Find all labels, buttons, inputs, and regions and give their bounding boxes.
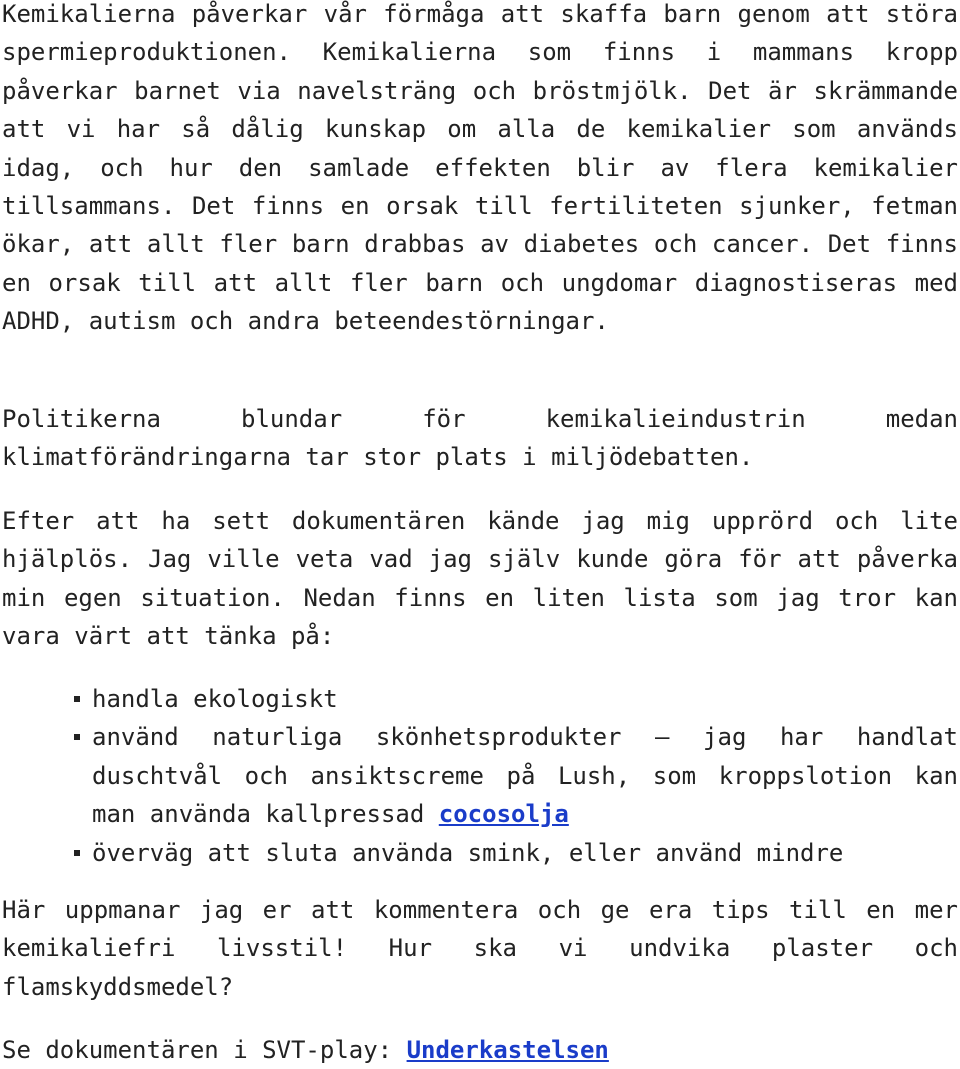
paragraph-after-documentary: Efter att ha sett dokumentären kände jag mig upprörd och lite hjälplös. Jag ville veta vad jag själv kunde göra för att påverka min egen situation. Nedan finns en liten lista som jag tror kan vara värt att tänka på:	[2, 507, 958, 651]
paragraph-watch-documentary	[2, 1031, 958, 1069]
bullet-square-icon	[74, 734, 80, 740]
paragraph-chemicals-effects: Kemikalierna påverkar vår förmåga att skaffa barn genom att störa spermieproduktionen. Kemikalierna som finns i mammans kropp påverkar barnet via navelsträng och bröstmjölk. Det är skrämmande att vi har så dålig kunskap om alla de kemikalier som används idag, och hur den samlade effekten blir av flera kemikalier tillsammans. Det finns en orsak till fertiliteten sjunker, fetman ökar, att allt fler barn drabbas av diabetes och cancer. Det finns en orsak till att allt fler barn och ungdomar diagnostiseras med ADHD, autism och andra beteendestörningar.	[2, 0, 958, 336]
bullet-square-icon	[74, 696, 80, 702]
list-item-text: överväg att sluta använda smink, eller använd mindre	[92, 838, 844, 867]
list-item	[2, 834, 958, 872]
watch-label: Se dokumentären i SVT-play:	[2, 1036, 407, 1064]
paragraph-call-to-comment: Här uppmanar jag er att kommentera och ge era tips till en mer kemikaliefri livsstil! Hur ska vi undvika plaster och flamskyddsmedel?	[2, 896, 958, 1001]
tips-list	[2, 680, 958, 872]
underkastelsen-link[interactable]: Underkastelsen	[406, 1036, 609, 1064]
list-item	[2, 718, 958, 833]
list-item-text: använd naturliga skönhetsprodukter – jag har handlat duschtvål och ansiktscreme på Lush, som kroppslotion kan man använda kallpressad	[92, 723, 958, 829]
bullet-square-icon	[74, 850, 80, 856]
list-item	[2, 680, 958, 718]
paragraph-politicians: Politikerna blundar för kemikalieindustrin medan klimatförändringarna tar stor plats i miljödebatten.	[2, 405, 958, 472]
cocosolja-link[interactable]: cocosolja	[438, 800, 569, 829]
list-item-text: handla ekologiskt	[92, 685, 338, 713]
